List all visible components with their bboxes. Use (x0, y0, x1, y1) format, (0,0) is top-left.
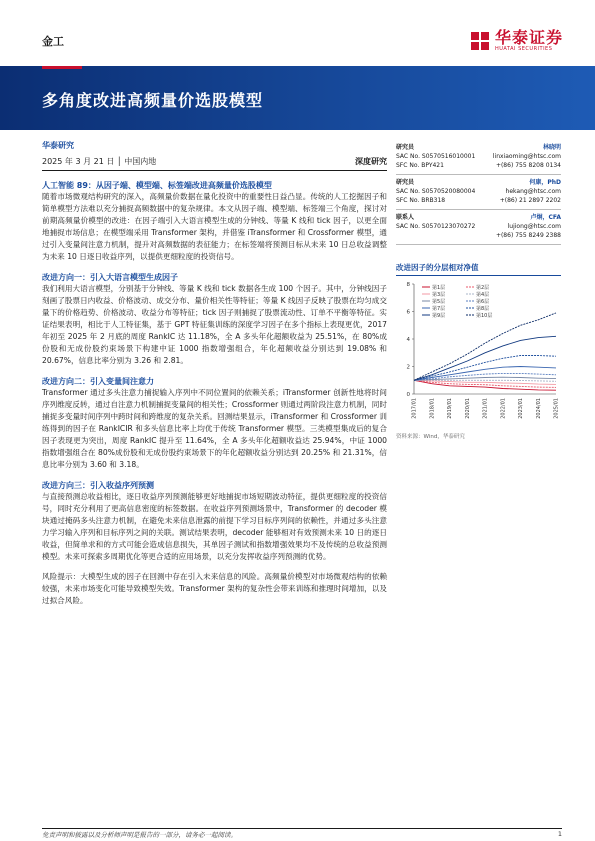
x-tick-label: 2017/01 (411, 398, 418, 419)
analyst-email[interactable]: hekang@htsc.com (505, 188, 561, 195)
analyst-phone: +(86) 755 8208 0134 (495, 162, 561, 169)
x-tick-label: 2024/01 (535, 398, 542, 419)
title-band-accent (42, 66, 82, 69)
x-tick-label: 2020/01 (464, 398, 471, 419)
logo-mark-icon (469, 30, 491, 52)
series-line-10 (414, 313, 556, 380)
section-body: 随着市场微观结构研究的深入，高频量价数据在量化投资中的重要性日益凸显。传统的人工挖掘因子和简单模型方法难以充分捕捉高频数据中的复杂规律。本文从因子端、模型端、标签端三个角度，探讨对前期高频量价模型的改进：在因子端引入大语言模型生成的分钟线、等量 K 线和 tick 因子，以更全面地捕捉市场信息；在模型端采用 Transformer 架构，并借鉴 iTransformer 和 Crossformer 模型，通过引入变量间注意力机制，提升对高频数据的表征能力；在标签端将预测目标从未来 10 日总收益调整为未来 10 日逐日收益序列，以提供更细粒度的投资信号。 (42, 192, 387, 261)
section-heading: 改进方向一：引入大语言模型生成因子 (42, 273, 178, 282)
legend-label: 第2层 (476, 285, 490, 291)
report-date-place: 2025 年 3 月 21 日 │ 中国内地 (42, 157, 157, 166)
analyst-card (396, 140, 561, 175)
analyst-email[interactable]: linxiaoming@htsc.com (492, 153, 561, 160)
series-line-1 (414, 380, 556, 390)
analyst-name: 卢炯，CFA (530, 214, 561, 221)
analyst-role: 研究员 (396, 179, 415, 186)
y-tick-label: 0 (406, 392, 410, 398)
analyst-role: 研究员 (396, 144, 415, 151)
legend-label: 第1层 (432, 285, 446, 291)
y-tick-label: 8 (406, 282, 410, 288)
legend-label: 第6层 (476, 299, 490, 305)
section-body: Transformer 通过多头注意力捕捉输入序列中不同位置间的依赖关系；iTransformer 创新性地将时间序列维度反转，通过自注意力机制捕捉变量间的相关性；Crossformer 则通过两阶段注意力机制，同时捕捉多变量时间序列中跨时间和跨维度的复杂关系。回测结果显示，iTransformer 和 Crossformer 训练得到的因子在 RankICIR 和多头信息比率上均优于传统 Transformer 模型。三类模型集成后的复合因子表现更为突出，周度 RankIC 提升至 11.64%，全 A 多头年化超额收益达 25.94%，中证 1000 指数增强组合在 80%成份股和无成份股约束场景下的年化超额收益分别达到 20.25% 和 21.31%，信息比率分别为 3.60 和 3.18。 (42, 388, 387, 469)
section-heading: 改进方向二：引入变量间注意力 (42, 377, 154, 386)
category-label: 金工 (42, 35, 64, 48)
y-tick-label: 6 (406, 309, 410, 316)
chart-title: 改进因子的分层相对净值 (396, 262, 561, 276)
x-tick-label: 2019/01 (447, 398, 453, 419)
legend-label: 第8层 (476, 306, 490, 312)
analyst-card (396, 210, 561, 245)
x-tick-label: 2021/01 (482, 398, 489, 419)
analyst-sfc: SFC No. BRB318 (396, 197, 446, 204)
footer (42, 830, 562, 839)
analyst-role: 联系人 (396, 214, 415, 221)
legend-label: 第7层 (432, 306, 446, 312)
footer-divider (42, 828, 562, 829)
report-title: 多角度改进高频量价选股模型 (42, 91, 264, 110)
footer-disclaimer: 免责声明和披露以及分析师声明是报告的一部分，请务必一起阅读。 (42, 831, 237, 839)
report-doc-type: 深度研究 (355, 157, 387, 166)
report-type: 华泰研究 (42, 141, 74, 150)
main-column (42, 140, 387, 607)
legend-label: 第5层 (432, 299, 446, 305)
section-heading: 人工智能 89：从因子端、模型端、标签端改进高频量价选股模型 (42, 181, 272, 190)
section-heading: 改进方向三：引入收益序列预测 (42, 481, 154, 490)
sidebar (396, 140, 561, 440)
page-number: 1 (557, 830, 562, 838)
report-meta-line (42, 156, 387, 171)
logo-cn: 华泰证券 (494, 28, 563, 47)
analyst-sac: SAC No. S0570123070272 (396, 223, 476, 230)
analyst-phone: +(86) 21 2897 2202 (499, 197, 561, 204)
company-logo (469, 30, 563, 52)
section-body: 与直接预测总收益相比，逐日收益序列预测能够更好地捕捉市场短期波动特征，提供更细粒度的投资信号，同时充分利用了更高信息密度的标签数据。在收益序列预测场景中，Transformer 的 decoder 模块通过掩码多头注意力机制，在避免未来信息泄露的前提下学习目标序列间的依赖性，并通过多头注意力学习输入序列和目标序列之间的关联。测试结果表明，decoder 能够相对有效预测未来 10 日的逐日收益，但简单求和的方式可能会造成信息损失，其单因子测试和指数增强效果均不及传统的总收益预测模型。未来可探索多周期优化等更合适的应用场景，以充分发挥收益序列预测的优势。 (42, 492, 387, 561)
legend-label: 第9层 (432, 313, 446, 319)
x-tick-label: 2018/01 (429, 398, 436, 419)
legend-label: 第10层 (476, 313, 493, 319)
y-tick-label: 2 (406, 364, 410, 371)
x-tick-label: 2025/01 (553, 398, 560, 419)
relative-nav-chart (396, 276, 561, 426)
analyst-name: 林晓明 (542, 144, 561, 151)
analyst-name: 何康，PhD (529, 179, 561, 186)
analyst-sac: SAC No. S0570516010001 (396, 153, 476, 160)
analyst-sfc: SFC No. BPY421 (396, 162, 444, 169)
risk-warning: 风险提示：大模型生成的因子在回测中存在引入未来信息的风险。高频量价模型对市场微观结构的依赖较强，未来市场变化可能导致模型失效。Transformer 架构的复杂性会带来训练和推理时间增加，以及过拟合风险。 (42, 572, 387, 605)
x-tick-label: 2022/01 (500, 398, 507, 419)
logo-en: HUATAI SECURITIES (494, 46, 553, 52)
analyst-sac: SAC No. S0570520080004 (396, 188, 476, 195)
top-bar (0, 0, 595, 66)
chart-source: 资料来源：Wind，华泰研究 (396, 434, 465, 440)
legend-label: 第4层 (476, 292, 490, 298)
x-tick-label: 2023/01 (518, 398, 524, 419)
analyst-email[interactable]: lujiong@htsc.com (507, 223, 561, 230)
analyst-card (396, 175, 561, 210)
analyst-phone: +(86) 755 8249 2388 (495, 232, 561, 239)
legend-label: 第3层 (432, 292, 446, 298)
section-body: 我们利用大语言模型，分别基于分钟线、等量 K 线和 tick 数据各生成 100 个因子。其中，分钟线因子刻画了股票日内收益、价格波动、成交分布、量价相关性等特征；等量 K 线因子反映了股票在均匀成交量下的价格趋势、价格波动、收益分布等特征；tick 因子则捕捉了股票流动性、订单不平衡等特征。实证结果表明，相比于人工特征集，基于 GPT 特征集训练的深度学习因子在多个指标上表现更优，2017 年初至 2025 年 2 月底的周度 RankIC 达 11.18%，全 A 多头年化超额收益为 25.51%，在 80%成份股和无成份股约束场景下构建中证 1000 指数增强组合，年化超额收益分别达到 19.08% 和 20.67%，信息比率分别为 3.26 和 2.81。 (42, 284, 387, 365)
y-tick-label: 4 (406, 337, 410, 343)
